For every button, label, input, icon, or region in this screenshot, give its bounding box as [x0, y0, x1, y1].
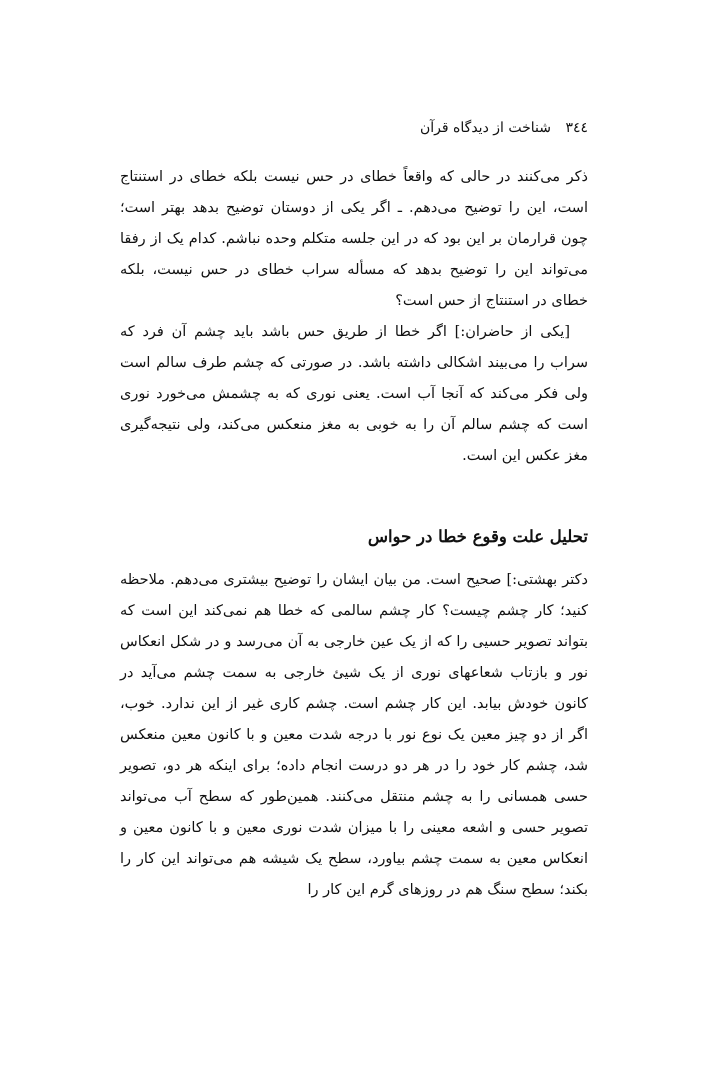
- page-number: ٣٤٤: [565, 120, 588, 136]
- book-title: شناخت از دیدگاه قرآن: [420, 120, 551, 136]
- body-text-bottom: [120, 565, 588, 906]
- paragraph: دکتر بهشتی:] صحیح است. من بیان ایشان را توضیح بیشتری می‌دهم. ملاحظه کنید؛ کار چشم چیست؟ کار چشم سالمی که خطا هم نمی‌کند این است که بتواند تصویر حسیی را که از یک عین خارجی به آن می‌رسد و در شکل انعکاس نور و بازتاب شعاعهای نوری از یک شیئ خارجی به سمت چشم می‌آید در کانون خودش بیابد. این کار چشم است. چشم کاری غیر از این ندارد. خوب، اگر از دو چیز معین یک نوع نور با درجه شدت معین و با کانون معین منعکس شد، چشم کار خود را در هر دو درست انجام داده؛ برای اینکه هر دو، تصویر حسی همسانی را به چشم منتقل می‌کنند. همین‌طور که سطح آب می‌تواند تصویر حسی و اشعه معینی را با میزان شدت نوری معین و با کانون معین و انعکاس معین به سمت چشم بیاورد، سطح یک شیشه هم می‌تواند این کار را بکند؛ سطح سنگ هم در روزهای گرم این کار را: [120, 572, 588, 898]
- paragraph: ذکر می‌کنند در حالی که واقعاً خطای در حس نیست بلکه خطای در استنتاج است، این را توضیح می‌دهم. ـ اگر یکی از دوستان توضیح بدهد بهتر است؛ چون قرارمان بر این بود که در این جلسه متکلم وحده نباشم. کدام یک از رفقا می‌تواند این را توضیح بدهد که مسأله سراب خطای در حس نیست، بلکه خطای در استنتاج از حس است؟: [120, 169, 588, 309]
- section-heading: تحلیل علت وقوع خطا در حواس: [367, 527, 588, 546]
- body-text-top: [120, 162, 588, 472]
- paragraph: [یکی از حاضران:] اگر خطا از طریق حس باشد باید چشم آن فرد که سراب را می‌بیند اشکالی داشته باشد. در صورتی که چشم طرف سالم است ولی فکر می‌کند که آنجا آب است. یعنی نوری که به چشمش می‌خورد نوری است که چشم سالم آن را به خوبی به مغز منعکس می‌کند، ولی نتیجه‌گیری مغز عکس این است.: [120, 324, 588, 464]
- running-header: [420, 118, 588, 138]
